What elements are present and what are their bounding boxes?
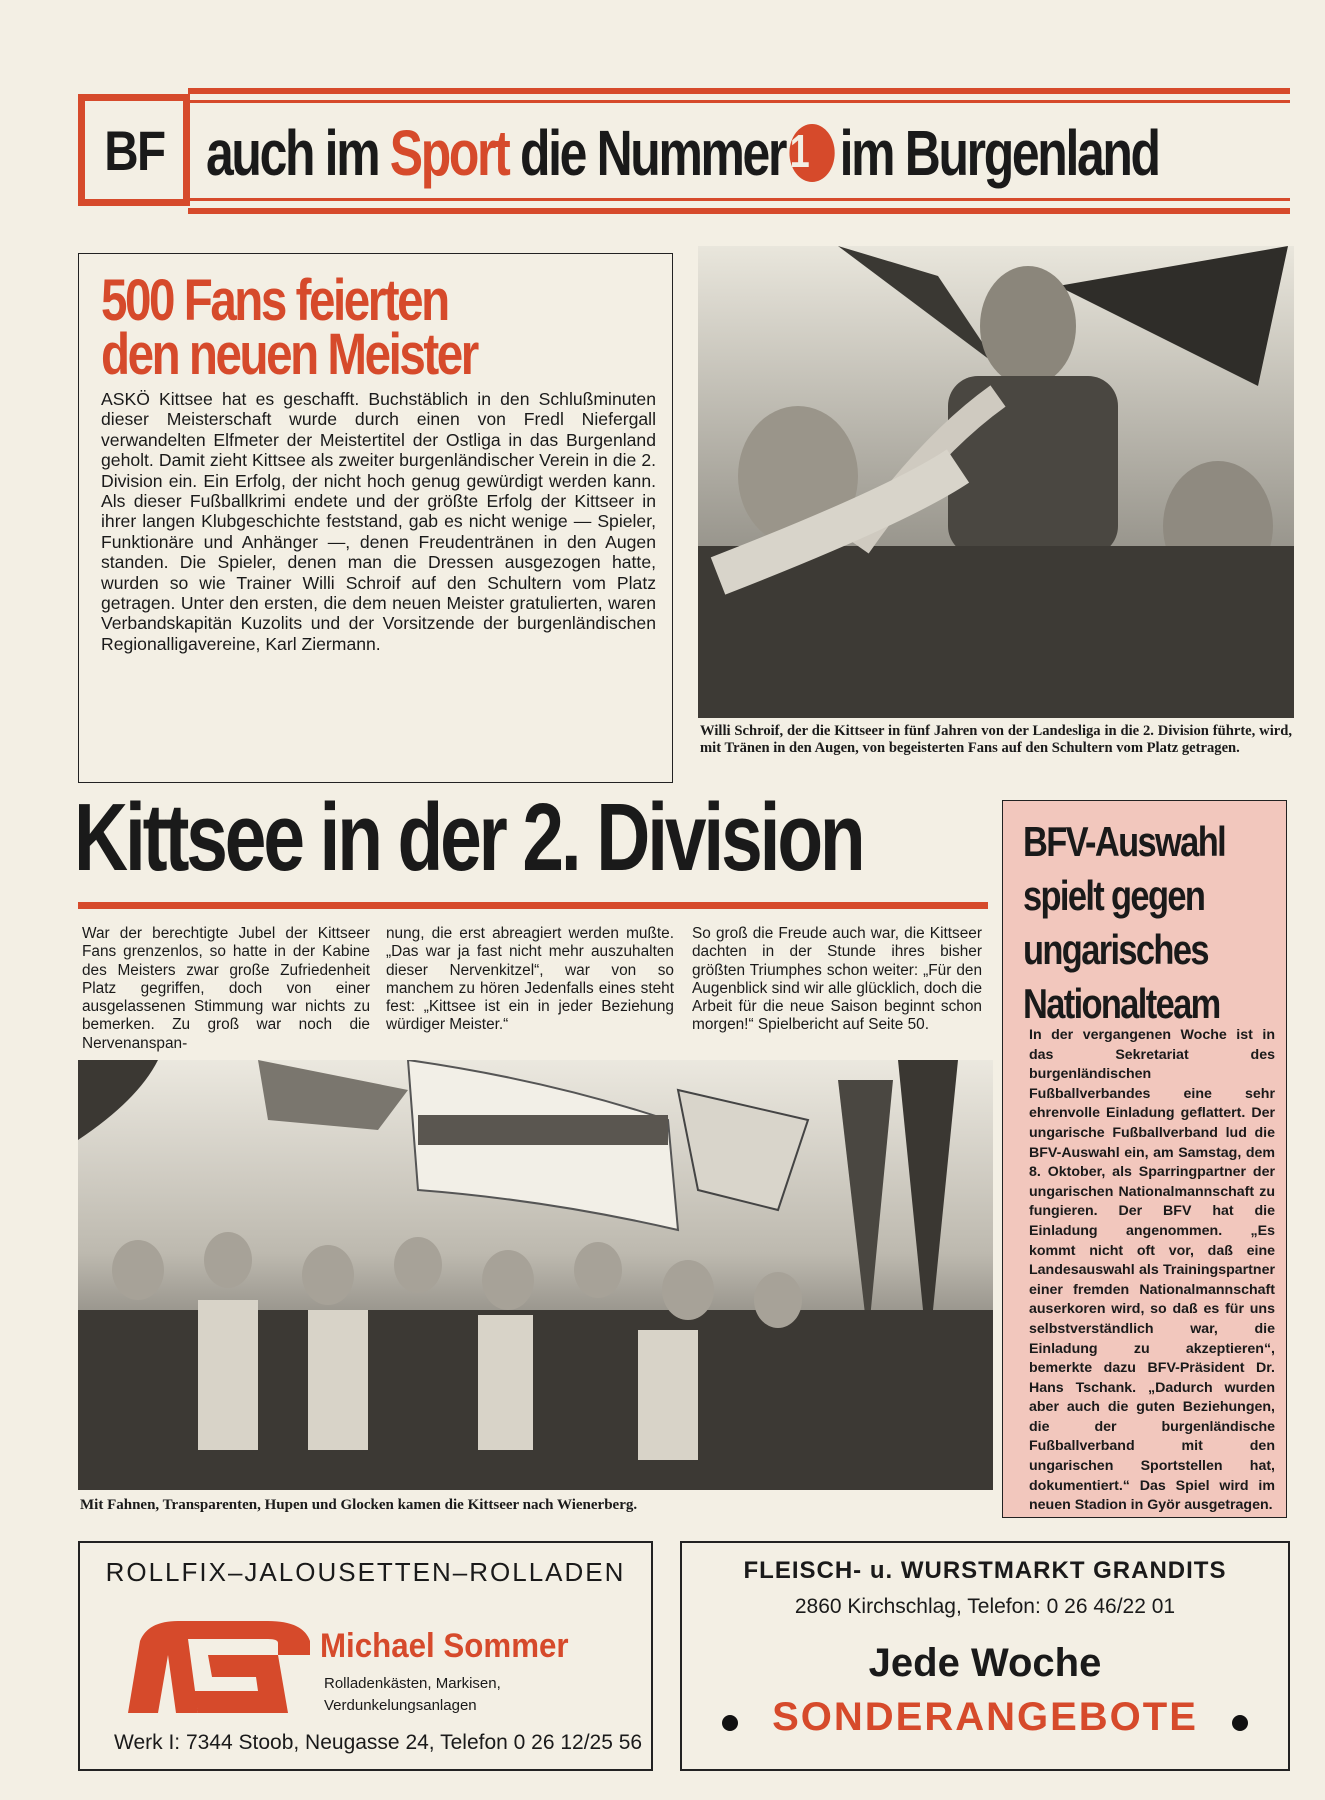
photo-coach-carried-image (698, 246, 1294, 718)
slogan-part-a: auch im (206, 117, 379, 189)
ms-logo-icon (128, 1621, 310, 1713)
ad-grandits-title: FLEISCH- u. WURSTMARKT GRANDITS (743, 1557, 1227, 1584)
banner-rule-bottom-thin (188, 198, 1290, 201)
ad-rollfix-sub2: Verdunkelungsanlagen (324, 1697, 477, 1714)
sidebar-headline-line3: ungarisches (1023, 926, 1208, 973)
banner-rule-top-thin (188, 100, 1290, 103)
bf-logo (78, 94, 190, 206)
ad-rollfix-address: Werk I: 7344 Stoob, Neugasse 24, Telefon 0 26 12/25 56 (114, 1731, 643, 1754)
sidebar-bfv-article (1002, 800, 1287, 1518)
bullet-dot-icon (1232, 1715, 1248, 1731)
banner-slogan (206, 118, 1325, 188)
top-headline-line1: 500 Fans feierten (101, 268, 448, 333)
sidebar-body: In der vergangenen Woche ist in das Sekretariat des burgenländischen Fußballverbandes eine sehr ehrenvolle Einladung geflattert. Der ungarische Fußballverband lud die BFV-Auswahl ein, am Samstag, dem 8. Oktober, als Sparringpartner der ungarischen Nationalmannschaft zu fungieren. Der BFV hat die Einladung angenommen. „Es kommt nicht oft vor, daß eine Landesauswahl als Trainingspartner einer fremden Nationalmannschaft auserkoren wird, so daß es für uns selbstverständlich war, die Einladung zu akzeptieren“, bemerkte dazu BFV-Präsident Dr. Hans Tschank. „Dadurch wurden aber auch die guten Beziehungen, die der burgenländische Fußballverband mit den ungarischen Sportstellen hat, dokumentiert.“ Das Spiel wird im neuen Stadion in Györ ausgetragen. (1029, 1027, 1275, 1514)
photo2-caption: Mit Fahnen, Transparenten, Hupen und Glocken kamen die Kittseer nach Wienerberg. (80, 1497, 638, 1513)
top-article-headline (101, 268, 477, 387)
ad-grandits-week: Jede Woche (868, 1641, 1102, 1685)
slogan-number: 1 (789, 125, 808, 177)
header-banner (78, 86, 1290, 216)
photo-fans-flags (78, 1060, 993, 1490)
ad-grandits-offer: SONDERANGEBOTE (772, 1695, 1198, 1739)
ad-grandits (680, 1541, 1290, 1771)
article-column-2: nung, die erst abreagiert werden mußte. „Das war ja fast nicht mehr auszuhalten dieser Nervenkitzel“, war von so manchem zu hören Jedenfalls eines steht fest: „Kittsee ist ein in jeder Beziehung würdiger Meister.“ (386, 925, 674, 1034)
sidebar-headline-line1: BFV-Auswahl (1023, 818, 1226, 865)
ad-grandits-address: 2860 Kirchschlag, Telefon: 0 26 46/22 01 (794, 1595, 1176, 1618)
sidebar-headline-line4: Nationalteam (1023, 980, 1220, 1027)
main-headline: Kittsee in der 2. Division (74, 784, 863, 891)
sidebar-headline (1023, 815, 1225, 1031)
photo-fans-flags-image (78, 1060, 993, 1490)
article-column-1: War der berechtigte Jubel der Kittseer Fans grenzenlos, so hatte in der Kabine des Meisters zwar große Zufriedenheit Platz gegriffen, doch von einer ausgelassenen Stimmung war nichts zu bemerken. Zu groß war noch die Nervenanspan- (82, 925, 370, 1052)
top-headline-line2: den neuen Meister (101, 322, 477, 387)
banner-rule-bottom (188, 208, 1290, 214)
bf-logo-text: BF (103, 118, 165, 182)
slogan-part-b: die Nummer (519, 117, 786, 189)
sidebar-headline-line2: spielt gegen (1023, 872, 1205, 919)
top-article-body: ASKÖ Kittsee hat es geschafft. Buchstäblich in den Schlußminuten dieser Meisterschaft wurde durch einen von Fredl Niefergall verwandelten Elfmeter der Meistertitel der Ostliga in das Burgenland geholt. Damit zieht Kittsee als zweiter burgenländischer Verein in die 2. Division ein. Ein Erfolg, der nicht hoch genug gewürdigt werden kann. Als dieser Fußballkrimi endete und der größte Erfolg der Kittseer in ihrer langen Klubgeschichte feststand, gab es nicht wenige — Spieler, Funktionäre und Anhänger —, denen Freudentränen in den Augen standen. Die Spieler, denen man die Dressen ausgezogen hatte, wurden so wie Trainer Willi Schroif auf den Schultern vom Platz getragen. Unter den ersten, die dem neuen Meister gratulierten, waren Verbandskapitän Kuzolits und der Vorsitzende der burgenländischen Regionalligavereine, Karl Ziermann. (101, 389, 656, 654)
top-article-box (78, 253, 673, 783)
headline-rule (78, 902, 988, 909)
ad-rollfix-name: Michael Sommer (320, 1627, 569, 1665)
ad-rollfix-title: ROLLFIX–JALOUSETTEN–ROLLADEN (105, 1557, 626, 1587)
number-one-badge-icon (790, 124, 835, 182)
slogan-part-c: im Burgenland (839, 117, 1159, 189)
photo-coach-carried (698, 246, 1294, 718)
photo1-caption: Willi Schroif, der die Kittseer in fünf Jahren von der Landesliga in die 2. Division führte, wird, mit Tränen in den Augen, von begeisterten Fans auf den Schultern vom Platz getragen. (700, 723, 1292, 756)
slogan-sport: Sport (389, 117, 509, 189)
article-column-3: So groß die Freude auch war, die Kittseer dachten in der Stunde ihres bisher größten Triumphes schon weiter: „Für den Augenblick sind wir alle glücklich, doch die Arbeit für die neue Saison beginnt schon morgen!“ Spielbericht auf Seite 50. (692, 925, 983, 1034)
banner-rule-top (188, 88, 1290, 94)
ad-rollfix-sub1: Rolladenkästen, Markisen, (324, 1675, 501, 1692)
ad-rollfix (78, 1541, 653, 1771)
